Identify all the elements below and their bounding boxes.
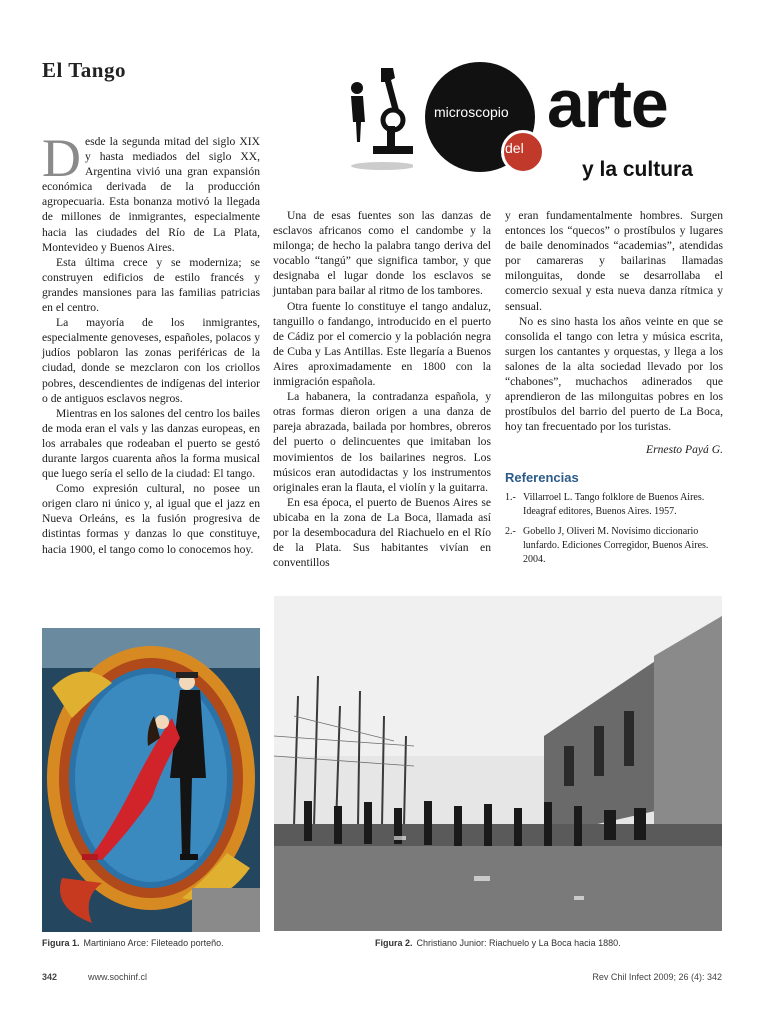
section-logo	[325, 58, 725, 198]
paragraph: Como expresión cultural, no posee un origen claro ni único y, al igual que el jazz en Nueva Orleáns, es la fusión progresiva de distintas formas y danzas lo que constituye, hacia 1900, el tango como lo conocemos hoy.	[42, 482, 260, 556]
paragraph: y eran fundamentalmente hombres. Surgen entonces los “quecos” o prostíbulos y lugares de baile denominados “academias”, atendidas por camareras y bailarinas llamadas milonguitas, donde se desarrollaba el comercio sexual y esta nueva danza rítmica y sensual.	[505, 209, 723, 313]
paragraph: En esa época, el puerto de Buenos Aires se ubicaba en la zona de La Boca, llamada así por la desembocadura del Riachuelo en el Río de la Plata. Sus habitantes vivían en conventillos	[273, 495, 491, 570]
figure-2-label: Figura 2.	[375, 938, 413, 948]
figure-1-image	[42, 628, 260, 932]
figure-2-caption-text: Christiano Junior: Riachuelo y La Boca hacia 1880.	[416, 938, 621, 948]
paragraph: Mientras en los salones del centro los bailes de moda eran el vals y las danzas europeas, en los arrabales que rodeaban el puerto se gestó durante largos cuarenta años la forma musical que luego sería el sello de la ciudad: El tango.	[42, 406, 260, 481]
paragraph: Esta última crece y se moderniza; se construyen edificios de estilo francés y grandes mansiones para las familias patricias en el centro.	[42, 255, 260, 315]
logo-microscopio-text: microscopio	[434, 104, 509, 120]
logo-cultura-text: y la cultura	[582, 158, 693, 181]
author-signature: Ernesto Payá G.	[646, 443, 723, 457]
microscope-figures-icon	[343, 62, 413, 172]
figure-2-caption	[375, 938, 621, 948]
figure-2-image	[274, 596, 722, 931]
reference-text: Gobello J, Oliveri M. Novísimo diccionario lunfardo. Ediciones Corregidor, Buenos Aires. 2004.	[523, 525, 709, 565]
drop-cap: D	[42, 128, 81, 188]
journal-citation: Rev Chil Infect 2009; 26 (4): 342	[592, 972, 722, 982]
reference-number: 2.-	[505, 525, 516, 537]
paragraph: Otra fuente lo constituye el tango andaluz, tanguillo o fandango, introducido en el puerto de Cádiz por el comercio y la población negra de Cuba y Las Antillas. Este llegaría a Buenos Aires aproximadamente en 1800 con la inmigración española.	[273, 299, 491, 389]
page-number: 342	[42, 972, 58, 982]
article-title: El Tango	[42, 58, 126, 82]
paragraph: esde la segunda mitad del siglo XIX y hasta mediados del siglo XX, Argentina vivió una gran expansión económica derivada de la producción agropecuaria. Esta bonanza motivó la llegada de millones de inmigrantes, especialmente hacia las ciudades del Río de La Plata, Montevideo y Buenos Aires.	[42, 135, 260, 254]
logo-del-text: del	[505, 140, 524, 156]
figure-1-label: Figura 1.	[42, 938, 80, 948]
reference-number: 1.-	[505, 491, 516, 503]
site-link[interactable]: www.sochinf.cl	[88, 972, 148, 982]
text-column-2	[273, 208, 491, 570]
paragraph: La mayoría de los inmigrantes, especialmente genoveses, españoles, polacos y judíos poblaron las zonas periféricas de la ciudad, donde se mezclaron con los criollos pobres, descendientes de indígenas del interior o de antiguos esclavos negros.	[42, 316, 260, 405]
paragraph: La habanera, la contradanza española, y otras formas dieron origen a una danza de pareja abrazada, bailada por hombres, obreros del puerto o delincuentes que imitaban los movimientos de los bailarines negros. Los músicos eran autodidactas y los instrumentos originales eran la flauta, el violín y la guitarra.	[273, 390, 491, 494]
paragraph: No es sino hasta los años veinte en que se consolida el tango con letra y música escrita, surgen los cantantes y orquestas, y llega a los salones de la alta sociedad llevado por los “chabones”, muchachos adinerados que aprendieron de las milonguitas pobres en los prostíbulos del barrio del puerto de La Boca, hoy tan frecuentado por los turistas.	[505, 314, 723, 434]
text-column-3	[505, 208, 723, 567]
logo-arte-text: arte	[547, 66, 668, 142]
figure-1-caption-text: Martiniano Arce: Fileteado porteño.	[83, 938, 224, 948]
text-column-1	[42, 128, 260, 557]
reference-item	[505, 525, 723, 567]
reference-text: Villarroel L. Tango folklore de Buenos Aires. Ideagraf editores, Buenos Aires. 1957.	[523, 491, 705, 517]
reference-item	[505, 491, 723, 519]
paragraph: Una de esas fuentes son las danzas de esclavos africanos como el candombe y la milonga; de hecho la palabra tango deriva del vocablo “tangú” que significa tambor, y que designaba el lugar donde los esclavos se juntaban para bailar al ritmo de los tambores.	[273, 209, 491, 298]
figure-1-caption	[42, 938, 224, 948]
references-heading: Referencias	[505, 469, 579, 485]
